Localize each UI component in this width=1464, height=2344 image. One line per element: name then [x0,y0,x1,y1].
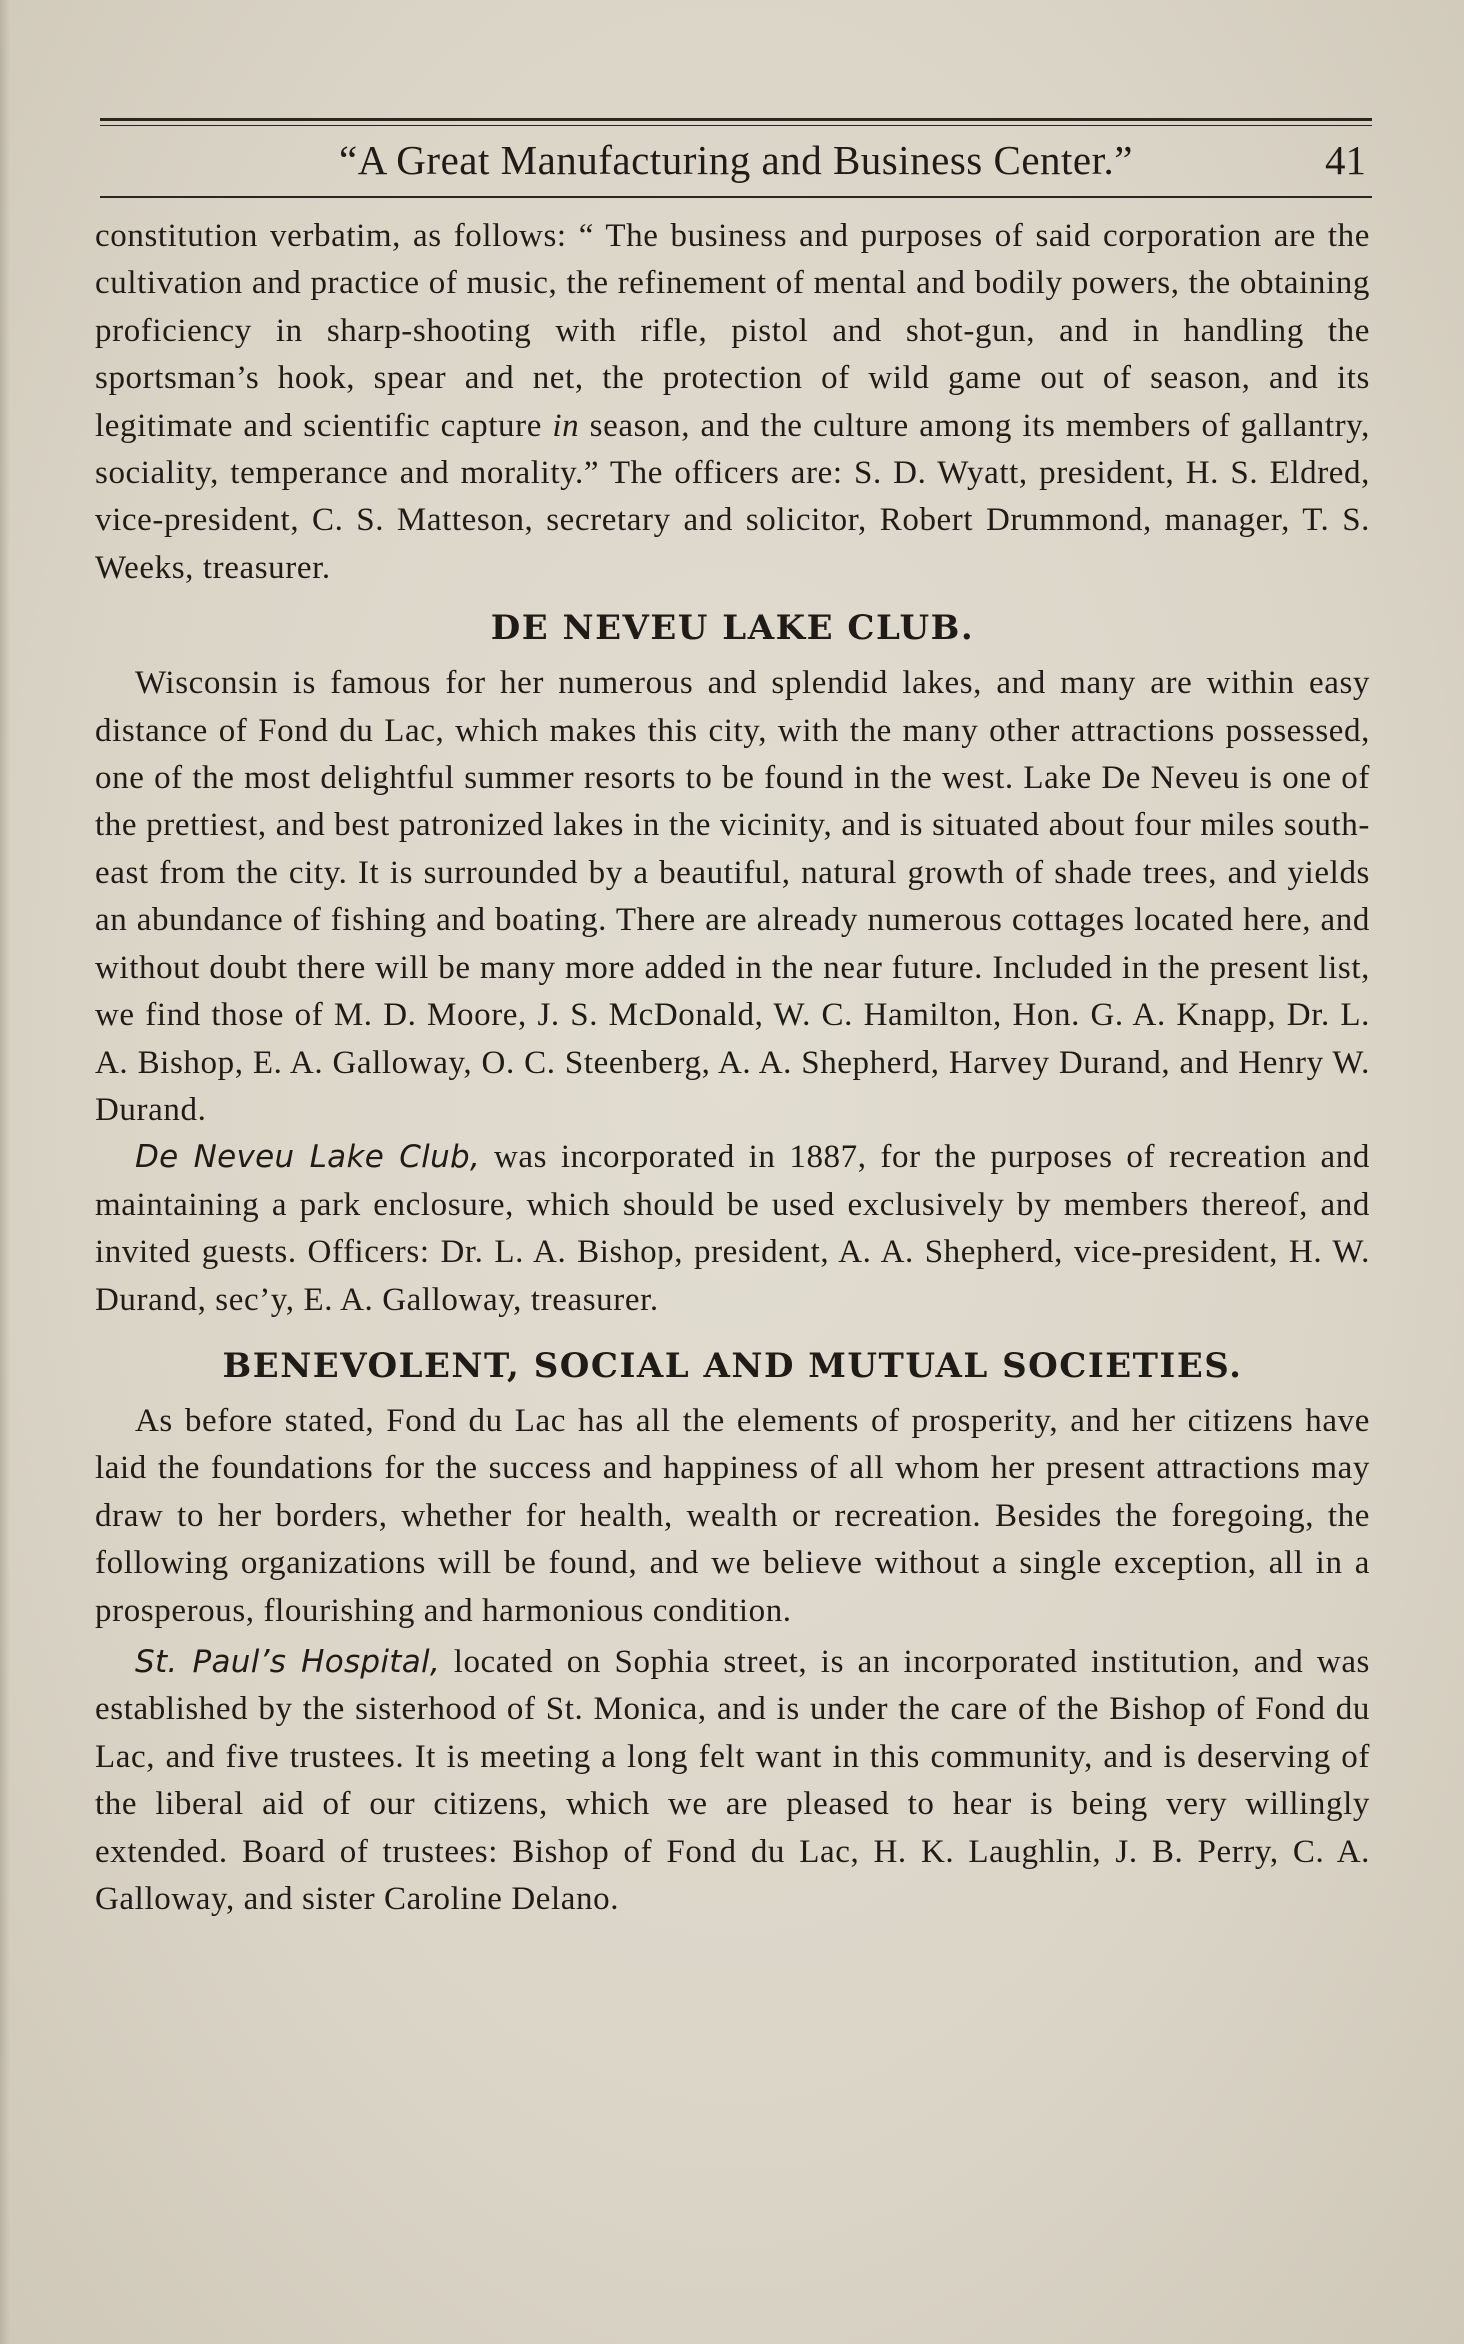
de-neveu-paragraph: Wisconsin is famous for her numerous and splendid lakes, and many are within easy distance of Fond du Lac, which makes this city, with the many other attractions possessed, one of the most delightful summer resorts to be found in the west. Lake De Neveu is one of the prettiest, and best patronized lakes in the vicinity, and is situated about four miles south-east from the city. It is surrounded by a beautiful, natural growth of shade trees, and yields an abundance of fishing and boating. There are already numerous cottages located here, and without doubt there will be many more added in the near future. Included in the present list, we find those of M. D. Moore, J. S. McDonald, W. C. Hamilton, Hon. G. A. Knapp, Dr. L. A. Bishop, E. A. Galloway, O. C. Steenberg, A. A. Shepherd, Harvey Durand, and Henry W. Durand. [95,665,1370,1128]
body-paragraph-continued [95,213,1370,592]
hospital-paragraph [95,1639,1370,1923]
header-rule-bottom [100,196,1372,198]
page-header [100,110,1372,200]
paragraph-text: located on Sophia street, is an incorporated institution, and was established by the sisterhood of St. Monica, and is under the care of the Bishop of Fond du Lac, and five trustees. It is meeting a long felt want in this community, and is deserving of the liberal aid of our citizens, which we are pleased to hear is being very willingly extended. Board of trustees: Bishop of Fond du Lac, H. K. Laughlin, J. B. Perry, C. A. Galloway, and sister Caroline Delano. [95,1643,1371,1917]
run-in-heading: St. Paul’s Hospital, [135,1643,441,1680]
header-rule-thin [100,125,1372,126]
page-gutter-shadow [0,0,10,2344]
emphasis-text: in [552,407,580,444]
paragraph-text: was incorporated in 1887, for the purposes of recreation and maintaining a park enclosure, which should be used exclusively by members thereof, and invited guests. Officers: Dr. L. A. Bishop, president, A. A. Shepherd, vice-president, H. W. Durand, sec’y, E. A. Galloway, treasurer. [95,1139,1371,1318]
page-number: 41 [1325,137,1366,183]
paragraph-text: constitution verbatim, as follows: “ The business and purposes of said corporation are the cultivation and practice of music, the refinement of mental and bodily powers, the obtaining proficiency in sharp-shooting with rifle, pistol and shot-gun, and in handling the sportsman’s hook, spear and net, the protection of wild game out of season, and its legitimate and scientific capture [95,218,1370,444]
running-head: “A Great Manufacturing and Business Center.” [339,137,1133,183]
paragraph-text-after: season, and the culture among its members of gallantry, sociality, temperance and morality.” The officers are: S. D. Wyatt, president, H. S. Eldred, vice-president, C. S. Matteson, secretary and solicitor, Robert Drummond, manager, T. S. Weeks, treasurer. [95,407,1370,586]
section-heading-societies: BENEVOLENT, SOCIAL AND MUTUAL SOCIETIES. [222,1345,1243,1386]
de-neveu-club-paragraph [95,1134,1370,1324]
header-rule-thick [100,118,1372,121]
page-body [95,213,1370,1923]
societies-paragraph: As before stated, Fond du Lac has all the elements of prosperity, and her citizens have laid the foundations for the success and happiness of all whom her present attractions may draw to her borders, whether for health, wealth or recreation. Besides the foregoing, the following organizations will be found, and we believe without a single exception, all in a prosperous, flourishing and harmonious condition. [95,1402,1370,1629]
run-in-heading: De Neveu Lake Club, [135,1139,481,1176]
section-heading-de-neveu: DE NEVEU LAKE CLUB. [490,608,975,649]
